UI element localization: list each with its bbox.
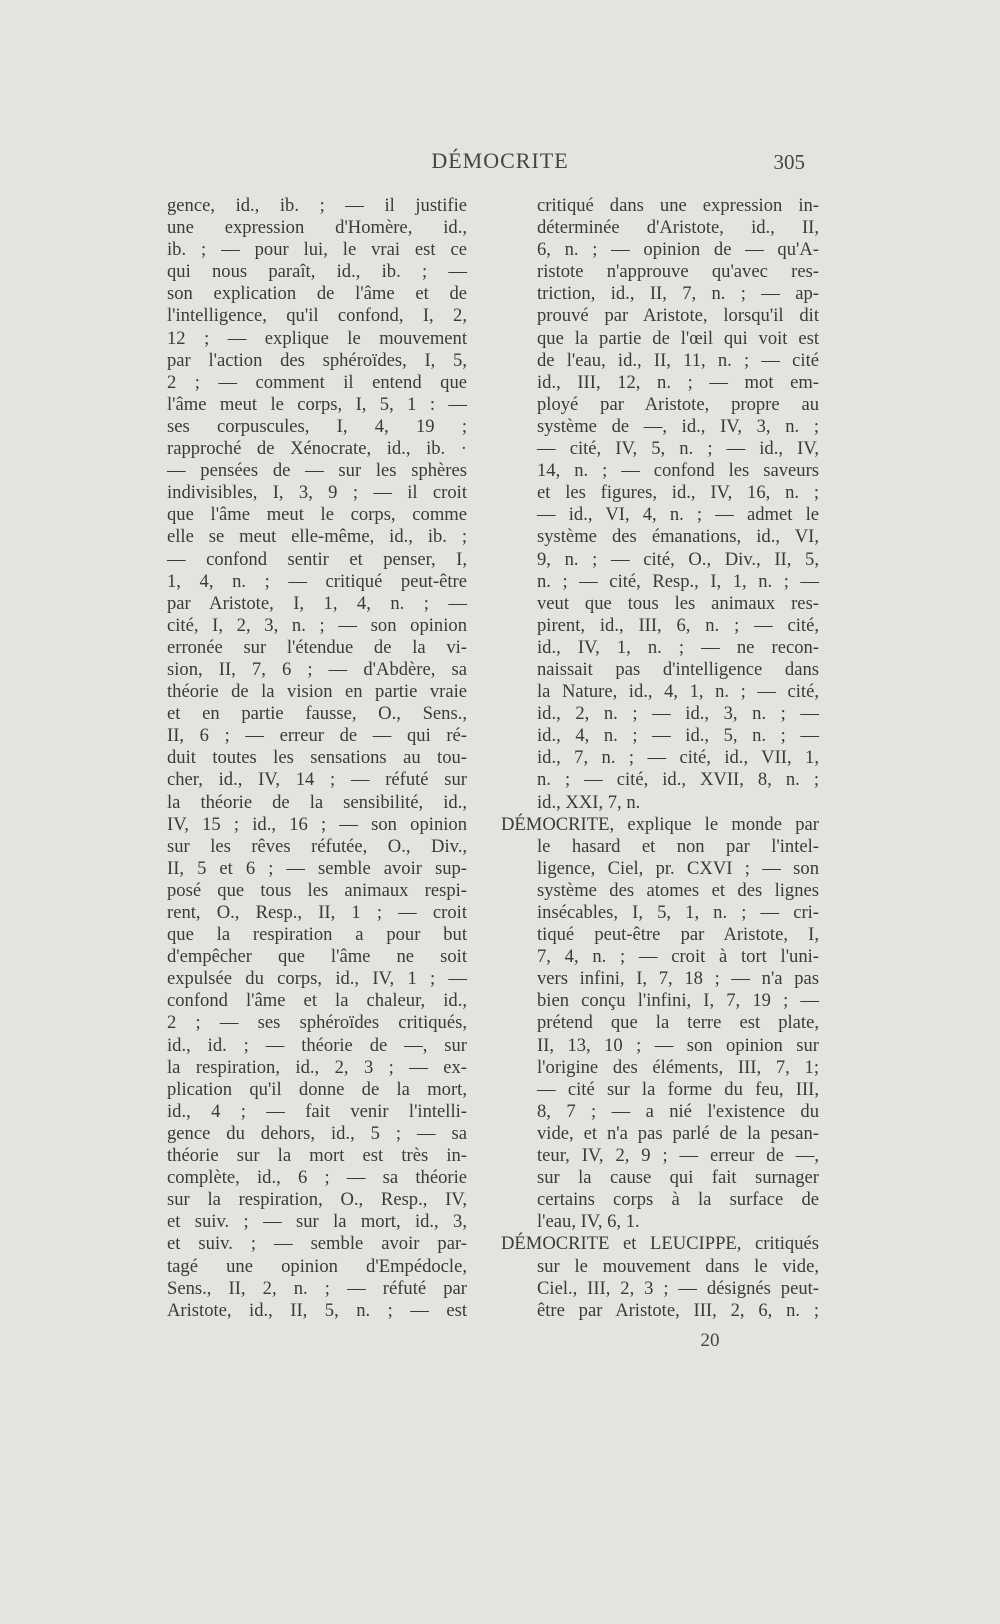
index-line: certains corps à la surface de <box>537 1189 819 1211</box>
index-line: duit toutes les sensations au tou- <box>167 747 467 769</box>
index-column-left <box>167 195 467 1322</box>
index-column-right <box>501 195 819 1322</box>
index-line: prouvé par Aristote, lorsqu'il dit <box>537 305 819 327</box>
index-line: ses corpuscules, I, 4, 19 ; <box>167 415 467 437</box>
index-line: ployé par Aristote, propre au <box>537 393 819 415</box>
index-line: teur, IV, 2, 9 ; — erreur de —, <box>537 1145 819 1167</box>
index-line: de l'eau, id., II, 11, n. ; — cité <box>537 349 819 371</box>
index-line: sur les rêves réfutée, O., Div., <box>167 835 467 857</box>
index-line: id., 7, n. ; — cité, id., VII, 1, <box>537 747 819 769</box>
index-line: être par Aristote, III, 2, 6, n. ; <box>537 1299 819 1321</box>
index-line: id., III, 12, n. ; — mot em- <box>537 371 819 393</box>
index-line: par Aristote, I, 1, 4, n. ; — <box>167 592 467 614</box>
index-line: 14, n. ; — confond les saveurs <box>537 460 819 482</box>
index-line: posé que tous les animaux respi- <box>167 879 467 901</box>
index-line: 2 ; — ses sphéroïdes critiqués, <box>167 1012 467 1034</box>
index-line: tiqué peut-être par Aristote, I, <box>537 924 819 946</box>
index-line: id., IV, 1, n. ; — ne recon- <box>537 636 819 658</box>
index-line: sur la respiration, O., Resp., IV, <box>167 1189 467 1211</box>
index-line: sion, II, 7, 6 ; — d'Abdère, sa <box>167 658 467 680</box>
index-line: vide, et n'a pas parlé de la pesan- <box>537 1122 819 1144</box>
index-line: l'eau, IV, 6, 1. <box>537 1211 640 1233</box>
index-line: l'origine des éléments, III, 7, 1; <box>537 1056 819 1078</box>
index-line: bien conçu l'infini, I, 7, 19 ; — <box>537 990 819 1012</box>
index-line: 6, n. ; — opinion de — qu'A- <box>537 239 819 261</box>
running-header-title: DÉMOCRITE <box>431 148 569 173</box>
index-line: critiqué dans une expression in- <box>537 195 819 216</box>
index-line: rapproché de Xénocrate, id., ib. · <box>167 438 467 460</box>
index-line: d'empêcher que l'âme ne soit <box>167 946 467 968</box>
index-line: vers infini, I, 7, 18 ; — n'a pas <box>537 968 819 990</box>
index-line: II, 5 et 6 ; — semble avoir sup- <box>167 857 467 879</box>
index-line: le hasard et non par l'intel- <box>537 835 819 857</box>
index-line: pirent, id., III, 6, n. ; — cité, <box>537 614 819 636</box>
index-line: expulsée du corps, id., IV, 1 ; — <box>167 968 467 990</box>
index-line: et suiv. ; — sur la mort, id., 3, <box>167 1211 467 1233</box>
index-line: système des émanations, id., VI, <box>537 526 819 548</box>
index-line: déterminée d'Aristote, id., II, <box>537 217 819 239</box>
index-line: son explication de l'âme et de <box>167 283 467 305</box>
index-line: — confond sentir et penser, I, <box>167 548 467 570</box>
index-line: DÉMOCRITE, explique le monde par <box>501 813 819 835</box>
index-line: système des atomes et des lignes <box>537 879 819 901</box>
index-line: 7, 4, n. ; — croit à tort l'uni- <box>537 946 819 968</box>
index-line: prétend que la terre est plate, <box>537 1012 819 1034</box>
index-line: et les figures, id., IV, 16, n. ; <box>537 482 819 504</box>
index-line: ligence, Ciel, pr. CXVI ; — son <box>537 857 819 879</box>
index-line: n. ; — cité, id., XVII, 8, n. ; <box>537 769 819 791</box>
index-line: id., XXI, 7, n. <box>537 791 641 813</box>
index-line: — cité, IV, 5, n. ; — id., IV, <box>537 438 819 460</box>
index-line: sur le mouvement dans le vide, <box>537 1255 819 1277</box>
index-line: — pensées de — sur les sphères <box>167 460 467 482</box>
index-line: erronée sur l'étendue de la vi- <box>167 636 467 658</box>
index-line: cher, id., IV, 14 ; — réfuté sur <box>167 769 467 791</box>
index-line: une expression d'Homère, id., <box>167 217 467 239</box>
index-line: théorie de la vision en partie vraie <box>167 681 467 703</box>
index-line: — id., VI, 4, n. ; — admet le <box>537 504 819 526</box>
index-line: plication qu'il donne de la mort, <box>167 1078 467 1100</box>
index-line: id., id. ; — théorie de —, sur <box>167 1034 467 1056</box>
index-line: que la respiration a pour but <box>167 924 467 946</box>
index-line: elle se meut elle-même, id., ib. ; <box>167 526 467 548</box>
index-line: 12 ; — explique le mouvement <box>167 327 467 349</box>
index-line: veut que tous les animaux res- <box>537 592 819 614</box>
index-line: gence, id., ib. ; — il justifie <box>167 195 467 216</box>
index-line: naissait pas d'intelligence dans <box>537 658 819 680</box>
index-line: l'âme meut le corps, I, 5, 1 : — <box>167 393 467 415</box>
index-line: Ciel., III, 2, 3 ; — désignés peut- <box>537 1277 819 1299</box>
index-line: II, 13, 10 ; — son opinion sur <box>537 1034 819 1056</box>
index-line: par l'action des sphéroïdes, I, 5, <box>167 349 467 371</box>
index-line: et en partie fausse, O., Sens., <box>167 703 467 725</box>
index-line: ristote n'approuve qu'avec res- <box>537 261 819 283</box>
index-line: — cité sur la forme du feu, III, <box>537 1078 819 1100</box>
index-line: id., 4 ; — fait venir l'intelli- <box>167 1100 467 1122</box>
index-line: la théorie de la sensibilité, id., <box>167 791 467 813</box>
index-line: insécables, I, 5, 1, n. ; — cri- <box>537 902 819 923</box>
index-line: Aristote, id., II, 5, n. ; — est <box>167 1299 467 1321</box>
index-line: 9, n. ; — cité, O., Div., II, 5, <box>537 548 819 570</box>
index-line: la respiration, id., 2, 3 ; — ex- <box>167 1056 467 1078</box>
index-line: complète, id., 6 ; — sa théorie <box>167 1167 467 1189</box>
index-line: l'intelligence, qu'il confond, I, 2, <box>167 305 467 327</box>
index-line: id., 4, n. ; — id., 5, n. ; — <box>537 725 819 747</box>
index-line: Sens., II, 2, n. ; — réfuté par <box>167 1277 467 1299</box>
index-line: sur la cause qui fait surnager <box>537 1167 819 1189</box>
index-line: id., 2, n. ; — id., 3, n. ; — <box>537 703 819 725</box>
index-line: DÉMOCRITE et LEUCIPPE, critiqués <box>501 1233 819 1255</box>
index-line: que la partie de l'œil qui voit est <box>537 327 819 349</box>
index-line: confond l'âme et la chaleur, id., <box>167 990 467 1012</box>
index-line: cité, I, 2, 3, n. ; — son opinion <box>167 614 467 636</box>
index-line: la Nature, id., 4, 1, n. ; — cité, <box>537 681 819 703</box>
index-line: 8, 7 ; — a nié l'existence du <box>537 1100 819 1122</box>
index-line: 1, 4, n. ; — critiqué peut-être <box>167 570 467 592</box>
index-line: 2 ; — comment il entend que <box>167 371 467 393</box>
index-line: qui nous paraît, id., ib. ; — <box>167 261 467 283</box>
index-line: II, 6 ; — erreur de — qui ré- <box>167 725 467 747</box>
index-line: tagé une opinion d'Empédocle, <box>167 1255 467 1277</box>
index-line: gence du dehors, id., 5 ; — sa <box>167 1122 467 1144</box>
signature-mark: 20 <box>700 1330 720 1351</box>
index-line: rent, O., Resp., II, 1 ; — croit <box>167 902 467 923</box>
index-line: indivisibles, I, 3, 9 ; — il croit <box>167 482 467 504</box>
index-line: système de —, id., IV, 3, n. ; <box>537 415 819 437</box>
page-number: 305 <box>773 150 805 174</box>
index-line: et suiv. ; — semble avoir par- <box>167 1233 467 1255</box>
index-line: ib. ; — pour lui, le vrai est ce <box>167 239 467 261</box>
index-line: IV, 15 ; id., 16 ; — son opinion <box>167 813 467 835</box>
index-line: théorie sur la mort est très in- <box>167 1145 467 1167</box>
index-line: triction, id., II, 7, n. ; — ap- <box>537 283 819 305</box>
index-line: que l'âme meut le corps, comme <box>167 504 467 526</box>
index-line: n. ; — cité, Resp., I, 1, n. ; — <box>537 570 819 592</box>
